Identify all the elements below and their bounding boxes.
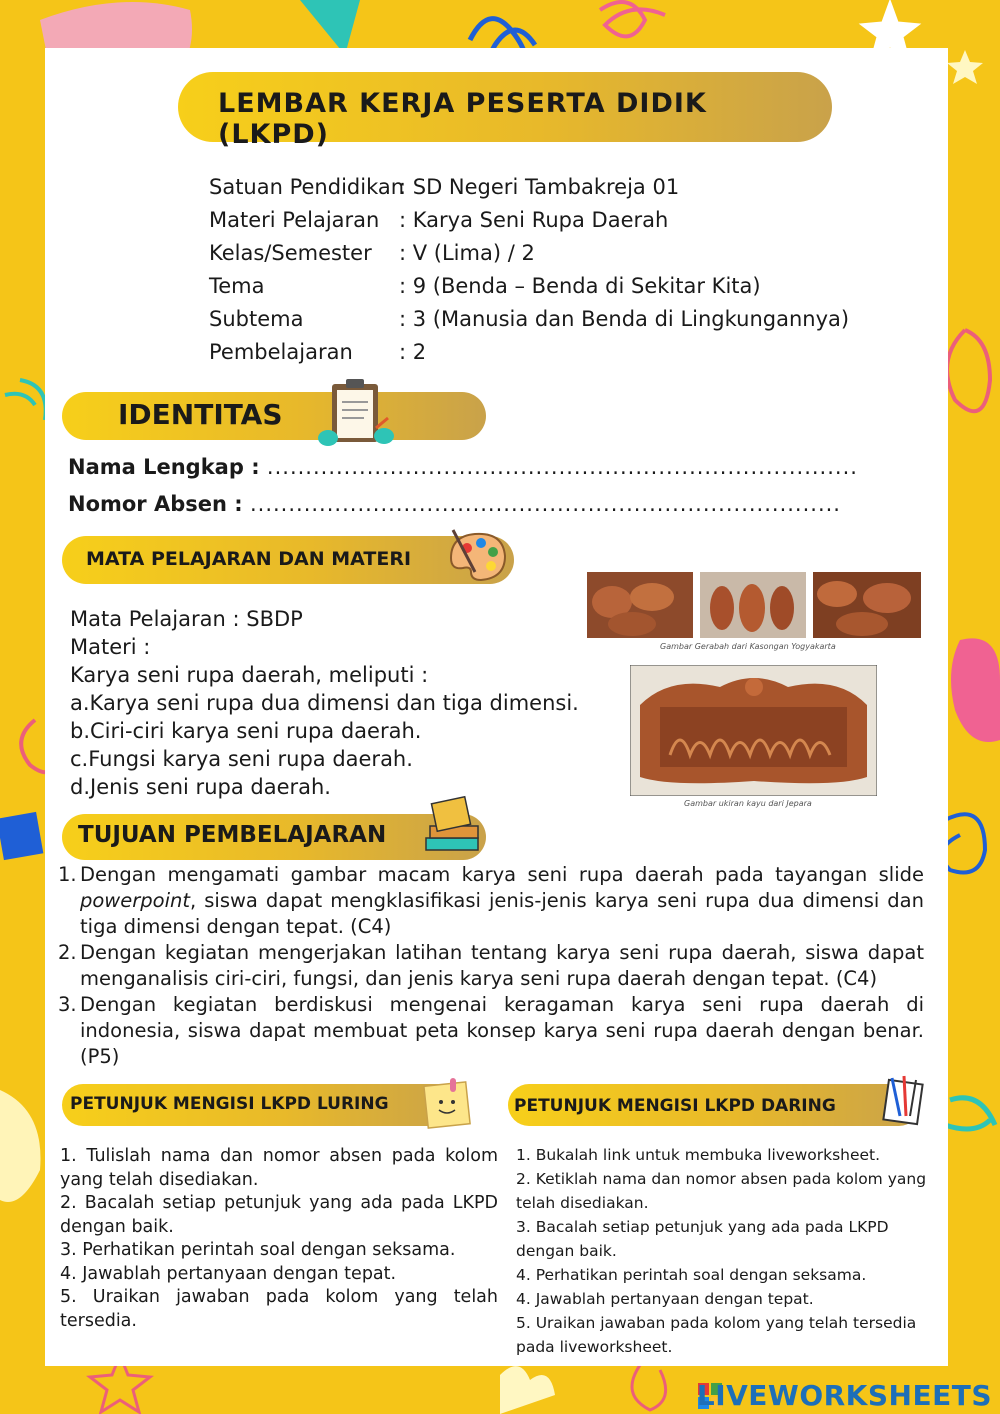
white-star-small: [947, 50, 983, 84]
info-value: : Karya Seni Rupa Daerah: [399, 207, 669, 232]
daring-item: 3. Bacalah setiap petunjuk yang ada pada LKPD dengan baik.: [516, 1218, 889, 1260]
tujuan-list: [58, 862, 924, 1070]
daring-list: [516, 1143, 932, 1359]
nomor-absen-label: Nomor Absen :: [68, 492, 243, 516]
luring-item: 5. Uraikan jawaban pada kolom yang telah tersedia.: [60, 1287, 498, 1331]
tujuan-text-part: Dengan mengamati gambar macam karya seni rupa daerah pada tayangan slide: [80, 863, 924, 886]
info-block: [209, 170, 849, 368]
tujuan-number: 1.: [58, 863, 77, 886]
gerabah-caption: Gambar Gerabah dari Kasongan Yogyakarta: [660, 642, 836, 651]
tujuan-text-part: , siswa dapat mengklasifikasi jenis-jenis karya seni rupa dua dimensi dan tiga dimensi dengan tepat. (C4): [80, 889, 924, 938]
nama-lengkap-label: Nama Lengkap :: [68, 455, 260, 479]
materi-text: [70, 605, 579, 801]
info-value: : 3 (Manusia dan Benda di Lingkungannya): [399, 306, 850, 331]
info-key: Kelas/Semester: [209, 240, 372, 265]
tujuan-item: [58, 862, 924, 940]
nomor-absen-field[interactable]: [68, 492, 841, 516]
nomor-absen-dots: .............................................................................: [249, 492, 841, 516]
tujuan-item: [58, 940, 924, 992]
tujuan-italic: powerpoint: [80, 889, 191, 912]
daring-item: 1. Bukalah link untuk membuka liveworksheet.: [516, 1146, 881, 1164]
blue-loop-right: [942, 814, 985, 872]
palette-icon: [445, 526, 511, 586]
teal-leaf-right: [945, 1098, 995, 1129]
tujuan-text: [80, 862, 924, 940]
books-icon: [418, 792, 484, 860]
nama-lengkap-dots: .............................................................................: [266, 455, 858, 479]
sticky-note-icon: [420, 1076, 474, 1130]
info-key: Pembelajaran: [209, 339, 353, 364]
blue-square-left: [0, 812, 43, 860]
tujuan-item: [58, 992, 924, 1070]
gerabah-photos: [587, 572, 921, 638]
luring-item: 3. Perhatikan perintah soal dengan seksama.: [60, 1240, 456, 1260]
materi-line: b.Ciri-ciri karya seni rupa daerah.: [70, 719, 422, 743]
ukiran-photo: [630, 665, 877, 796]
teal-triangle-shape: [300, 0, 360, 55]
info-value: : V (Lima) / 2: [399, 240, 535, 265]
ukiran-caption: Gambar ukiran kayu dari Jepara: [684, 799, 812, 808]
white-petal-bottom: [500, 1366, 555, 1414]
info-value: : 9 (Benda – Benda di Sekitar Kita): [399, 273, 761, 298]
info-row: [209, 335, 849, 368]
daring-heading: PETUNJUK MENGISI LKPD DARING: [514, 1096, 836, 1116]
luring-heading: PETUNJUK MENGISI LKPD LURING: [70, 1094, 389, 1114]
clipboard-icon: [318, 376, 396, 450]
info-value: : 2: [399, 339, 427, 364]
materi-line: Karya seni rupa daerah, meliputi :: [70, 663, 429, 687]
info-row: [209, 302, 849, 335]
tujuan-text: Dengan kegiatan berdiskusi mengenai keragaman karya seni rupa daerah di indonesia, siswa dapat membuat peta konsep karya seni rupa daerah dengan benar. (P5): [80, 993, 924, 1068]
info-row: [209, 269, 849, 302]
info-key: Subtema: [209, 306, 304, 331]
daring-item: 4. Perhatikan perintah soal dengan seksama.: [516, 1266, 867, 1284]
daring-item: 4. Jawablah pertanyaan dengan tepat.: [516, 1290, 814, 1308]
pink-blob-right: [951, 638, 1000, 742]
luring-item: 1. Tulislah nama dan nomor absen pada kolom yang telah disediakan.: [60, 1146, 498, 1190]
nama-lengkap-field[interactable]: [68, 455, 858, 479]
materi-line: Mata Pelajaran : SBDP: [70, 607, 303, 631]
daring-item: 5. Uraikan jawaban pada kolom yang telah tersedia pada liveworksheet.: [516, 1314, 917, 1356]
teal-leaf-left: [5, 380, 46, 420]
info-row: [209, 203, 849, 236]
info-row: [209, 170, 849, 203]
pink-loop-bottom: [632, 1365, 666, 1410]
luring-list: [60, 1145, 498, 1333]
materi-line: d.Jenis seni rupa daerah.: [70, 775, 331, 799]
pink-loop-right: [947, 330, 990, 411]
white-blob-left: [0, 1090, 41, 1202]
tujuan-number: 3.: [58, 993, 77, 1016]
mapel-heading: MATA PELAJARAN DAN MATERI: [86, 548, 412, 570]
liveworksheets-watermark[interactable]: LIVEWORKSHEETS: [696, 1379, 992, 1412]
info-value: : SD Negeri Tambakreja 01: [399, 174, 680, 199]
luring-item: 4. Jawablah pertanyaan dengan tepat.: [60, 1263, 397, 1284]
identitas-heading: IDENTITAS: [118, 398, 283, 431]
tujuan-number: 2.: [58, 941, 77, 964]
info-key: Tema: [209, 273, 265, 298]
materi-line: a.Karya seni rupa dua dimensi dan tiga dimensi.: [70, 691, 579, 715]
materi-line: Materi :: [70, 635, 151, 659]
page-title: LEMBAR KERJA PESERTA DIDIK (LKPD): [218, 88, 707, 150]
info-key: Materi Pelajaran: [209, 207, 380, 232]
pink-loop-shape: [600, 2, 665, 36]
tujuan-text: Dengan kegiatan mengerjakan latihan tentang karya seni rupa daerah, siswa dapat menganalisis ciri-ciri, fungsi, dan jenis karya seni rupa daerah dengan tepat. (C4): [80, 941, 924, 990]
info-key: Satuan Pendidikan: [209, 174, 405, 199]
luring-item: 2. Bacalah setiap petunjuk yang ada pada LKPD dengan baik.: [60, 1193, 498, 1237]
materi-line: c.Fungsi karya seni rupa daerah.: [70, 747, 413, 771]
tujuan-heading: TUJUAN PEMBELAJARAN: [78, 822, 387, 848]
daring-item: 2. Ketiklah nama dan nomor absen pada kolom yang telah disediakan.: [516, 1170, 927, 1212]
pencil-cup-icon: [876, 1074, 930, 1126]
info-row: [209, 236, 849, 269]
